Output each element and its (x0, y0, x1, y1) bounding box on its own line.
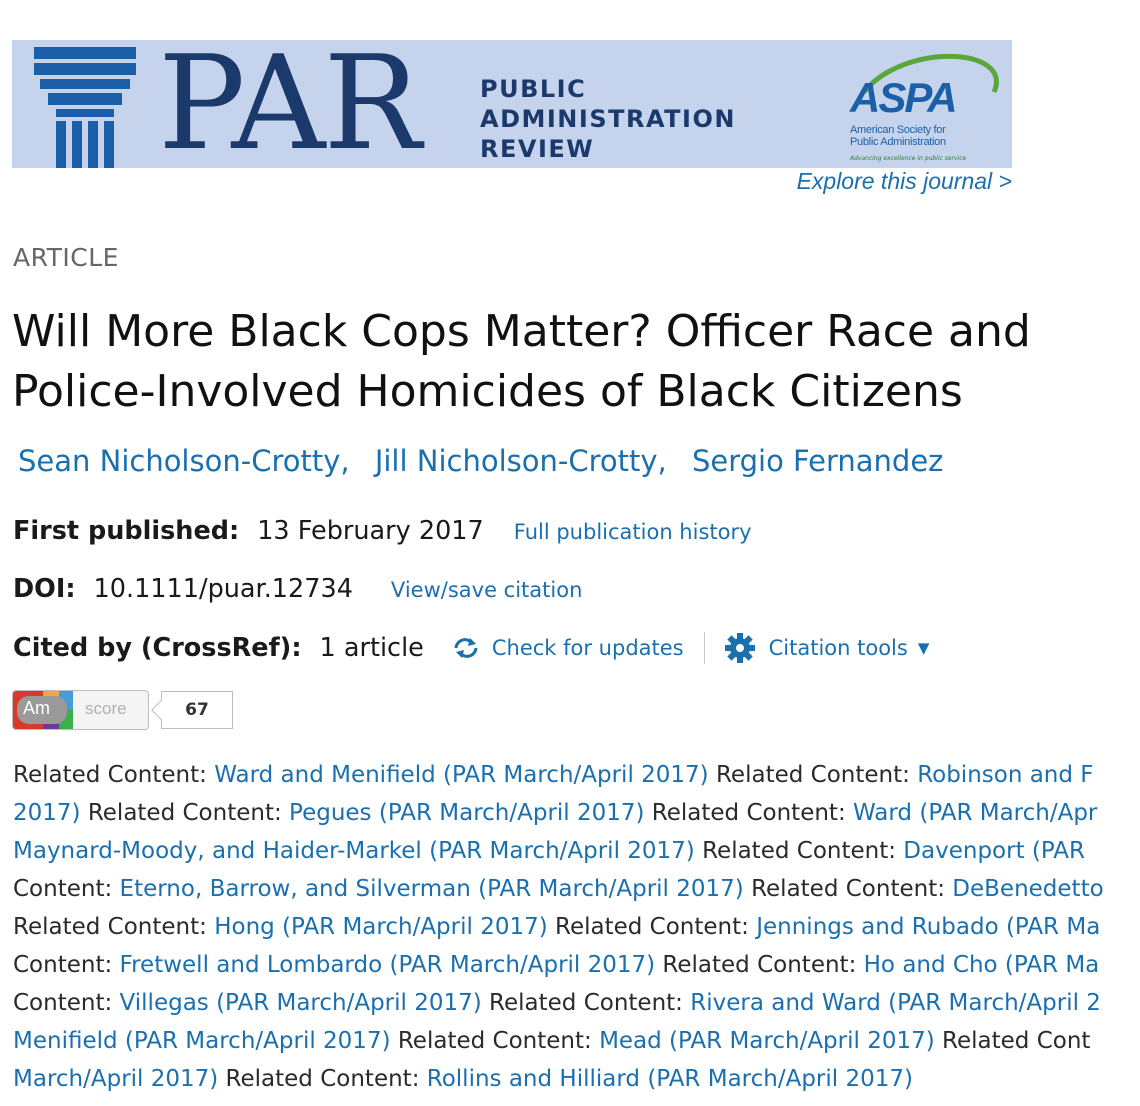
related-content-link[interactable]: Ward and Menifield (PAR March/April 2017) (214, 762, 709, 788)
related-content-link[interactable]: Maynard-Moody, and Haider-Markel (PAR March/April 2017) (13, 838, 695, 864)
explore-journal-link[interactable]: Explore this journal > (796, 168, 1012, 194)
divider (704, 632, 705, 664)
check-updates-label: Check for updates (491, 636, 684, 660)
column-logo-icon (34, 47, 136, 168)
related-content-label: Content: (13, 952, 120, 978)
related-content-link[interactable]: Hong (PAR March/April 2017) (214, 914, 548, 940)
doi-value: 10.1111/puar.12734 (93, 574, 353, 604)
related-content-link[interactable]: Robinson and F (917, 762, 1094, 788)
journal-name-line: PUBLIC (480, 75, 587, 103)
related-content-line (13, 832, 1140, 870)
related-content-block (13, 756, 1140, 1098)
author-link[interactable]: Sergio Fernandez (691, 444, 944, 478)
related-content-label: Related Content: (708, 762, 918, 788)
related-content-line (13, 1060, 1140, 1098)
related-content-label: Related Content: (390, 1028, 600, 1054)
aspa-tagline: Advancing excellence in public service (850, 155, 967, 162)
author-link[interactable]: Sean Nicholson-Crotty, (18, 444, 350, 478)
related-content-label: Related Content: (644, 800, 854, 826)
citation-tools-label: Citation tools (768, 636, 908, 660)
related-content-label: Content: (13, 876, 120, 902)
journal-name-line: ADMINISTRATION (480, 105, 736, 133)
related-content-link[interactable]: Mead (PAR March/April 2017) (599, 1028, 935, 1054)
article-title-line: Police-Involved Homicides of Black Citizens (12, 366, 963, 417)
related-content-label: Related Content: (743, 876, 953, 902)
related-content-label: Related Content: (13, 914, 215, 940)
refresh-icon (450, 636, 482, 660)
doi-label: DOI: (13, 574, 76, 604)
author-list (18, 444, 959, 478)
first-published-date: 13 February 2017 (257, 516, 484, 546)
altmetric-am-label: Am (23, 698, 50, 718)
author-link[interactable]: Jill Nicholson-Crotty, (374, 444, 667, 478)
related-content-label: Related Cont (934, 1028, 1091, 1054)
chevron-down-icon: ▼ (917, 639, 930, 657)
related-content-label: Related Content: (218, 1066, 427, 1092)
related-content-link[interactable]: Ho and Cho (PAR Ma (863, 952, 1100, 978)
related-content-line (13, 946, 1140, 984)
first-published-label: First published: (13, 516, 240, 546)
doi-row (13, 574, 582, 604)
journal-banner[interactable] (12, 40, 1012, 168)
related-content-label: Related Content: (481, 990, 691, 1016)
publication-history-link[interactable]: Full publication history (513, 520, 752, 544)
related-content-label: Related Content: (655, 952, 864, 978)
aspa-line-2: Public Administration (850, 136, 946, 148)
related-content-label: Related Content: (80, 800, 290, 826)
cited-by-row (13, 632, 929, 664)
altmetric-score-label: score (85, 699, 127, 718)
related-content-link[interactable]: Jennings and Rubado (PAR Ma (756, 914, 1101, 940)
first-published-row (13, 516, 752, 546)
par-logo-text: PAR (158, 40, 420, 168)
related-content-label: Related Content: (694, 838, 904, 864)
related-content-link[interactable]: DeBenedetto (952, 876, 1104, 902)
related-content-line (13, 870, 1140, 908)
article-type-label: ARTICLE (13, 243, 119, 272)
altmetric-score-value: 67 (161, 691, 233, 729)
aspa-line-1: American Society for (850, 124, 946, 136)
cited-by-label: Cited by (CrossRef): (13, 633, 302, 663)
view-save-citation-link[interactable]: View/save citation (390, 578, 583, 602)
related-content-link[interactable]: Rollins and Hilliard (PAR March/April 2017) (426, 1066, 913, 1092)
related-content-label: Related Content: (547, 914, 757, 940)
related-content-link[interactable]: March/April 2017) (13, 1066, 219, 1092)
journal-name (480, 74, 736, 164)
altmetric-score-box (12, 690, 149, 730)
aspa-logo (844, 52, 1004, 162)
related-content-link[interactable]: Eterno, Barrow, and Silverman (PAR March/April 2017) (119, 876, 744, 902)
related-content-label: Related Content: (13, 762, 215, 788)
journal-name-line: REVIEW (480, 135, 595, 163)
article-title (12, 302, 1140, 422)
citation-tools-dropdown[interactable] (725, 633, 930, 663)
related-content-line (13, 1022, 1140, 1060)
related-content-line (13, 984, 1140, 1022)
gear-icon (725, 633, 755, 663)
related-content-link[interactable]: Pegues (PAR March/April 2017) (289, 800, 645, 826)
article-title-line: Will More Black Cops Matter? Officer Race and (12, 306, 1031, 357)
related-content-line (13, 794, 1140, 832)
cited-by-count: 1 article (319, 633, 424, 663)
altmetric-badge[interactable] (12, 690, 233, 730)
related-content-link[interactable]: Villegas (PAR March/April 2017) (119, 990, 482, 1016)
related-content-link[interactable]: Davenport (PAR (903, 838, 1085, 864)
aspa-wordmark: ASPA (850, 74, 956, 121)
related-content-link[interactable]: Ward (PAR March/Apr (853, 800, 1098, 826)
related-content-line (13, 756, 1140, 794)
related-content-label: Content: (13, 990, 120, 1016)
related-content-link[interactable]: Menifield (PAR March/April 2017) (13, 1028, 391, 1054)
check-updates-button[interactable] (450, 636, 684, 660)
related-content-link[interactable]: Rivera and Ward (PAR March/April 2 (690, 990, 1101, 1016)
related-content-line (13, 908, 1140, 946)
related-content-link[interactable]: 2017) (13, 800, 81, 826)
related-content-link[interactable]: Fretwell and Lombardo (PAR March/April 2017) (119, 952, 656, 978)
